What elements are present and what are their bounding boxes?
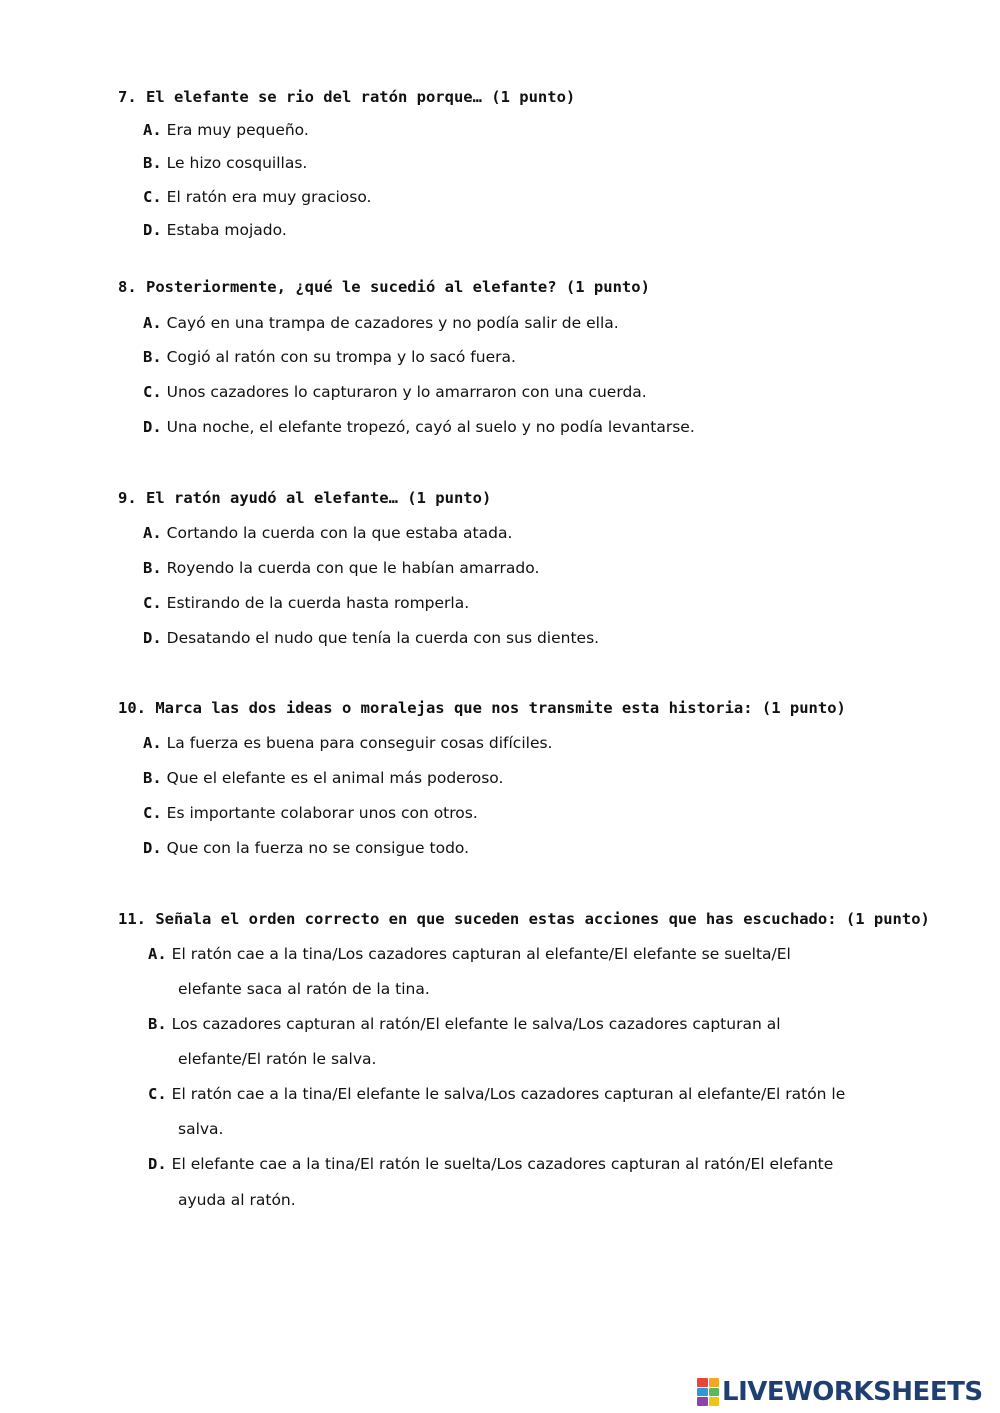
liveworksheets-logo-icon: [697, 1378, 719, 1406]
option-letter: B.: [143, 559, 162, 577]
liveworksheets-brand: [697, 1378, 983, 1406]
question-8-option-b[interactable]: [143, 348, 516, 366]
option-letter: B.: [143, 348, 162, 366]
option-letter: C.: [143, 383, 162, 401]
option-text: Unos cazadores lo capturaron y lo amarraron con una cuerda.: [166, 383, 647, 401]
option-text: Cayó en una trampa de cazadores y no podía salir de ella.: [166, 314, 619, 332]
question-9-option-c[interactable]: [143, 594, 469, 612]
option-text: La fuerza es buena para conseguir cosas difíciles.: [166, 734, 553, 752]
option-text: Es importante colaborar unos con otros.: [166, 804, 478, 822]
option-letter: C.: [143, 594, 162, 612]
option-text: Estaba mojado.: [166, 221, 287, 239]
option-text: Royendo la cuerda con que le habían amarrado.: [166, 559, 540, 577]
question-8-option-c[interactable]: [143, 383, 647, 401]
option-letter: D.: [148, 1155, 167, 1173]
question-7-option-a[interactable]: [143, 121, 309, 139]
option-letter: A.: [143, 524, 162, 542]
option-letter: C.: [143, 804, 162, 822]
question-9-option-b[interactable]: [143, 559, 539, 577]
question-11-option-a[interactable]: [148, 945, 791, 963]
question-10-option-a[interactable]: [143, 734, 552, 752]
option-letter: A.: [143, 121, 162, 139]
question-11-option-b[interactable]: [148, 1015, 781, 1033]
question-11-option-b-continuation: elefante/El ratón le salva.: [178, 1050, 377, 1068]
option-letter: A.: [148, 945, 167, 963]
option-text: Que con la fuerza no se consigue todo.: [166, 839, 470, 857]
question-10-title: 10. Marca las dos ideas o moralejas que nos transmite esta historia: (1 punto): [118, 699, 846, 717]
question-8-option-a[interactable]: [143, 314, 619, 332]
logo-tile: [697, 1397, 708, 1406]
question-11-option-c-continuation: salva.: [178, 1120, 224, 1138]
logo-tile: [709, 1388, 720, 1397]
option-letter: B.: [148, 1015, 167, 1033]
option-text: El ratón cae a la tina/El elefante le salva/Los cazadores capturan al elefante/El ratón le: [171, 1085, 846, 1103]
logo-tile: [697, 1378, 708, 1387]
option-text: Desatando el nudo que tenía la cuerda con sus dientes.: [166, 629, 600, 647]
option-text: Los cazadores capturan al ratón/El elefante le salva/Los cazadores capturan al: [171, 1015, 781, 1033]
option-letter: C.: [148, 1085, 167, 1103]
question-11-option-a-continuation: elefante saca al ratón de la tina.: [178, 980, 430, 998]
question-9-option-d[interactable]: [143, 629, 599, 647]
question-11-option-d[interactable]: [148, 1155, 833, 1173]
option-text: Cortando la cuerda con la que estaba atada.: [166, 524, 513, 542]
logo-tile: [697, 1388, 708, 1397]
option-text: Una noche, el elefante tropezó, cayó al suelo y no podía levantarse.: [166, 418, 695, 436]
question-8-title: 8. Posteriormente, ¿qué le sucedió al elefante? (1 punto): [118, 278, 650, 296]
question-7-title: 7. El elefante se rio del ratón porque… (1 punto): [118, 88, 576, 106]
option-letter: A.: [143, 314, 162, 332]
option-letter: B.: [143, 769, 162, 787]
option-letter: A.: [143, 734, 162, 752]
brand-name: LIVEWORKSHEETS: [722, 1377, 983, 1407]
option-letter: B.: [143, 154, 162, 172]
option-text: Era muy pequeño.: [166, 121, 309, 139]
option-text: El ratón era muy gracioso.: [166, 188, 372, 206]
question-11-title: 11. Señala el orden correcto en que suceden estas acciones que has escuchado: (1 punto): [118, 910, 930, 928]
question-8-option-d[interactable]: [143, 418, 695, 436]
option-letter: D.: [143, 839, 162, 857]
option-letter: D.: [143, 221, 162, 239]
option-letter: D.: [143, 629, 162, 647]
logo-tile: [709, 1397, 720, 1406]
option-text: El elefante cae a la tina/El ratón le suelta/Los cazadores capturan al ratón/El elefante: [171, 1155, 834, 1173]
option-letter: D.: [143, 418, 162, 436]
option-text: Que el elefante es el animal más poderoso.: [166, 769, 504, 787]
option-text: Cogió al ratón con su trompa y lo sacó fuera.: [166, 348, 516, 366]
question-11-option-c[interactable]: [148, 1085, 845, 1103]
option-letter: C.: [143, 188, 162, 206]
question-9-title: 9. El ratón ayudó al elefante… (1 punto): [118, 489, 492, 507]
option-text: El ratón cae a la tina/Los cazadores capturan al elefante/El elefante se suelta/El: [171, 945, 791, 963]
question-7-option-b[interactable]: [143, 154, 307, 172]
question-9-option-a[interactable]: [143, 524, 512, 542]
question-10-option-c[interactable]: [143, 804, 478, 822]
question-11-option-d-continuation: ayuda al ratón.: [178, 1191, 296, 1209]
logo-tile: [709, 1378, 720, 1387]
question-7-option-c[interactable]: [143, 188, 371, 206]
option-text: Estirando de la cuerda hasta romperla.: [166, 594, 470, 612]
option-text: Le hizo cosquillas.: [166, 154, 308, 172]
question-7-option-d[interactable]: [143, 221, 287, 239]
question-10-option-b[interactable]: [143, 769, 503, 787]
question-10-option-d[interactable]: [143, 839, 469, 857]
